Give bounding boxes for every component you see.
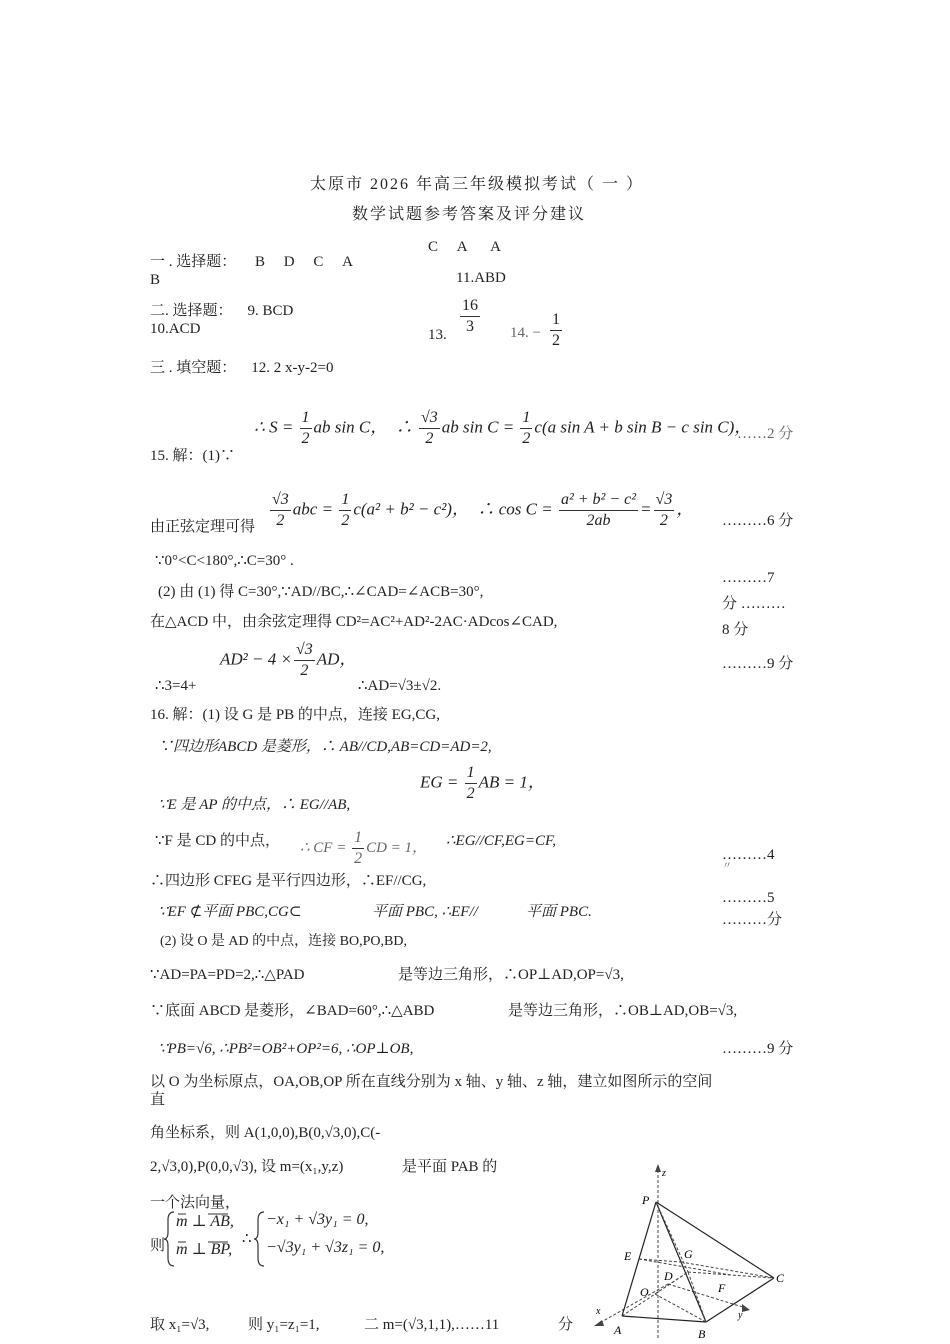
- part1-answer-b: B: [150, 272, 161, 288]
- q15-intro: 15. 解：(1)∵: [150, 448, 235, 464]
- q16-line6-b: 平面 PBC, ∴EF//: [372, 904, 478, 920]
- label-y: y: [738, 1310, 743, 1321]
- q16-line9-b: 是等边三角形，∴OB⊥AD,OB=√3,: [508, 1003, 738, 1019]
- q16-line13-b: 是平面 PAB 的: [402, 1159, 498, 1175]
- q15-line4: (2) 由 (1) 得 C=30°,∵AD//BC,∴∠CAD=∠ACB=30°,: [158, 584, 484, 600]
- q16-score-2a: ………5: [722, 890, 775, 906]
- answer-10: 10.ACD: [150, 321, 201, 337]
- q16-line3: ∵E 是 AP 的中点，∴ EG//AB,: [158, 797, 351, 813]
- q16-line4-end: ∴EG//CF,EG=CF,: [446, 833, 556, 849]
- q16-line13-a: 2,√3,0),P(0,0,√3), 设 m=(x₁,y,z): [150, 1159, 344, 1175]
- label-O: O: [640, 1285, 649, 1299]
- answer-14-label: 14. −: [510, 325, 541, 341]
- coordinate-figure: [588, 1162, 798, 1340]
- q15-line6-end: ∴AD=√3±√2.: [358, 678, 442, 694]
- label-x: x: [596, 1306, 601, 1317]
- y-arrow: [742, 1304, 750, 1312]
- q15-line2-text: 由正弦定理可得: [150, 519, 256, 535]
- part3-line: 三 . 填空题： 12. 2 x-y-2=0: [150, 360, 334, 376]
- q16-score-1: ………4: [722, 847, 775, 863]
- edge-BD: [688, 1272, 706, 1322]
- q16-line15-a: 取 x₁=√3,: [150, 1317, 210, 1333]
- q16-line7: (2) 设 O 是 AD 的中点，连接 BO,PO,BD,: [160, 934, 407, 949]
- q16-eq2: ∴ CF = $\frac{1}{2}$ CD = 1，: [300, 829, 428, 867]
- label-C: C: [776, 1271, 785, 1285]
- answer-13-fraction: $\frac{16}{3}$: [462, 297, 478, 335]
- q15-eq2: $\frac{√3}{2}$ abc = $\frac{1}{2}$ c(a² + b² − c²)， ∴ cos C = $\frac{\text{a² + b² − c²}}{2ab}$ = $\frac{√3}{2}$ ，: [272, 491, 694, 529]
- q16-eq1: EG = $\frac{1}{2}$ AB = 1，: [420, 764, 545, 802]
- edge-GC: [681, 1262, 774, 1278]
- label-G: G: [684, 1247, 693, 1261]
- part1-line: 一 . 选择题： B D C A: [150, 254, 353, 270]
- q15-score-3b: 分 ………: [722, 596, 786, 612]
- q16-score-2b: ………分: [722, 912, 783, 928]
- doc-subtitle: 数学试题参考答案及评分建议: [352, 206, 587, 223]
- q16-sys1-row1: m ⊥ AB,: [176, 1213, 234, 1230]
- q15-eq1: ∴ S = $\frac{1}{2}$ ab sin C， ∴ $\frac{√3}{2}$ ab sin C = $\frac{1}{2}$ c(a sin A + b sin B − c sin C)，: [254, 409, 752, 447]
- q15-score-4: ………9 分: [722, 656, 794, 672]
- q16-line15-c: 二 m=(√3,1,1),……11: [364, 1317, 500, 1333]
- q16-line15-b: 则 y₁=z₁=1,: [248, 1317, 320, 1333]
- label-E: E: [624, 1249, 632, 1263]
- label-D: D: [664, 1269, 673, 1283]
- q16-line14: 一个法向量，: [150, 1195, 241, 1211]
- q16-line1: 16. 解：(1) 设 G 是 PB 的中点，连接 EG,CG,: [150, 707, 441, 723]
- q16-line6-a: ∵EF ⊄平面 PBC,CG⊂: [158, 904, 302, 920]
- q15-score-2: ………6 分: [722, 513, 794, 529]
- q15-score-3c: 8 分: [722, 622, 749, 638]
- q16-line6-c: 平面 PBC.: [526, 904, 592, 920]
- label-z: z: [662, 1168, 666, 1179]
- q16-line2: ∵四边形ABCD 是菱形，∴ AB//CD,AB=CD=AD=2,: [158, 739, 492, 755]
- label-A: A: [614, 1323, 622, 1337]
- q16-line11: 以 O 为坐标原点，OA,OB,OP 所在直线分别为 x 轴、y 轴、z 轴，建立如图所示的空间: [150, 1074, 713, 1090]
- q16-line10: ∵PB=√6, ∴PB²=OB²+OP²=6, ∴OP⊥OB,: [158, 1041, 414, 1057]
- label-B: B: [698, 1327, 706, 1340]
- q16-line15-d: 分: [558, 1317, 574, 1333]
- label-F: F: [718, 1281, 726, 1295]
- z-arrow: [655, 1164, 661, 1172]
- q16-line9-a: ∵底面 ABCD 是菱形，∠BAD=60°,∴△ABD: [150, 1003, 435, 1019]
- q15-score-3a: ………7: [722, 570, 775, 586]
- q16-line11-cont: 直: [150, 1092, 166, 1108]
- q16-sys1-row2: m ⊥ BP,: [176, 1241, 233, 1258]
- q16-line4-start: ∵F 是 CD 的中点，: [155, 833, 280, 849]
- q15-line5: 在△ACD 中，由余弦定理得 CD²=AC²+AD²-2AC·ADcos∠CAD,: [150, 614, 558, 630]
- q16-line12: 角坐标系，则 A(1,0,0),B(0,√3,0),C(-: [150, 1125, 381, 1141]
- q16-score-3: ………9 分: [722, 1041, 794, 1057]
- q16-therefore: ∴: [242, 1231, 252, 1247]
- part2-line: 二. 选择题： 9. BCD: [150, 303, 294, 319]
- answer-14-fraction: $\frac{1}{2}$: [552, 311, 560, 349]
- mc-answers-upper: C A A: [428, 239, 501, 255]
- q16-sys2-row2: −√3y₁ + √3z₁ = 0,: [266, 1239, 385, 1256]
- q15-score-1: ……2 分: [737, 426, 794, 442]
- q16-score-1-mark: 〃: [722, 861, 732, 872]
- q15-line3: ∵0°<C<180°,∴C=30° .: [155, 553, 294, 569]
- q16-sys2-row1: −x₁ + √3y₁ = 0,: [266, 1211, 369, 1228]
- q16-then: 则: [150, 1238, 166, 1254]
- q16-line8-a: ∵AD=PA=PD=2,∴△PAD: [150, 967, 305, 983]
- edge-AB: [622, 1316, 706, 1322]
- q16-line8-b: 是等边三角形，∴OP⊥AD,OP=√3,: [398, 967, 624, 983]
- q16-line5: ∴四边形 CFEG 是平行四边形，∴EF//CG,: [150, 873, 427, 889]
- edge-OB: [655, 1294, 706, 1322]
- doc-title: 太原市 2026 年高三年级模拟考试（ 一 ）: [310, 176, 645, 193]
- q15-line6-start: ∴3=4+: [155, 678, 197, 694]
- answer-13-label: 13.: [428, 327, 447, 343]
- label-P: P: [642, 1193, 650, 1207]
- q15-eq3: AD² − 4 × $\frac{√3}{2}$ AD，: [220, 641, 357, 679]
- answer-11: 11.ABD: [456, 270, 506, 286]
